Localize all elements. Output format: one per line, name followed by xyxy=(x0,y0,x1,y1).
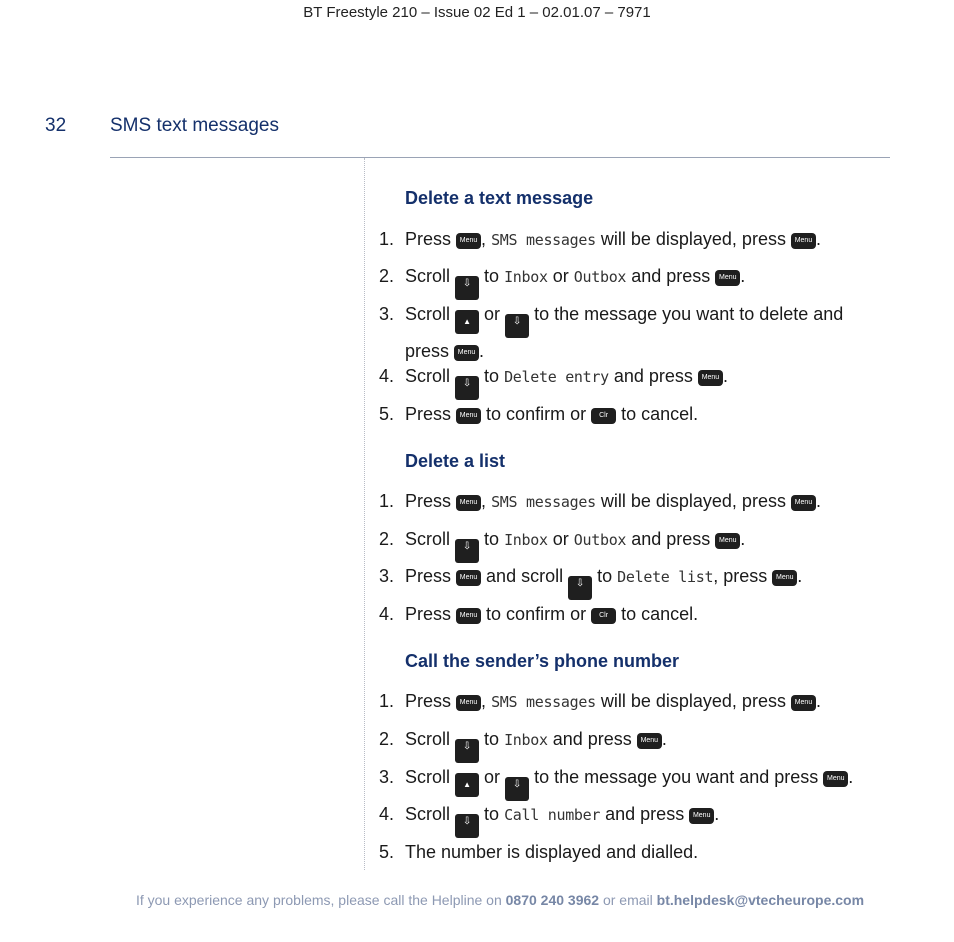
menu-key-icon: Menu xyxy=(791,495,816,511)
step-number: 2. xyxy=(379,529,395,549)
menu-key-icon: Menu xyxy=(456,608,481,624)
step-4 xyxy=(379,363,899,400)
step-text: will be displayed, press xyxy=(600,229,786,249)
step-text: will be displayed, press xyxy=(600,491,786,511)
step-number: 4. xyxy=(379,366,395,386)
step-text: . xyxy=(848,767,854,787)
step-2 xyxy=(379,526,899,563)
step-number: 1. xyxy=(379,691,395,711)
display-text: Outbox xyxy=(573,268,627,286)
step-number: 5. xyxy=(379,404,395,424)
scroll-down-key-icon: ⇩ xyxy=(568,576,592,600)
step-text: Press xyxy=(405,566,452,586)
scroll-down-key-icon: ⇩ xyxy=(505,777,529,801)
document-id-header: BT Freestyle 210 – Issue 02 Ed 1 – 02.01.07 – 7971 xyxy=(303,4,651,21)
step-text: and press xyxy=(631,529,711,549)
step-text: . xyxy=(740,266,746,286)
step-2 xyxy=(379,726,899,763)
step-text: to the message you want and press xyxy=(534,767,819,787)
step-text: Scroll xyxy=(405,304,451,324)
step-text: , xyxy=(481,691,487,711)
step-4 xyxy=(379,801,899,838)
step-text: , press xyxy=(713,566,768,586)
step-text: to xyxy=(484,529,500,549)
helpline-phone: 0870 240 3962 xyxy=(505,892,600,908)
scroll-up-key-icon: ▲ xyxy=(455,773,479,797)
section-heading: Call the sender’s phone number xyxy=(405,651,680,671)
step-number: 4. xyxy=(379,804,395,824)
section-heading: Delete a text message xyxy=(405,188,594,208)
step-number: 3. xyxy=(379,304,395,324)
display-text: Inbox xyxy=(504,731,548,749)
menu-key-icon: Menu xyxy=(456,695,481,711)
step-text: . xyxy=(661,729,667,749)
step-text: to confirm or xyxy=(486,404,587,424)
step-text: or xyxy=(552,266,569,286)
menu-key-icon: Menu xyxy=(454,345,479,361)
step-text: Press xyxy=(405,229,452,249)
step-4 xyxy=(379,601,899,627)
clear-key-icon: Clr xyxy=(591,608,616,624)
step-1 xyxy=(379,488,899,515)
step-text: to the message you want to delete and xyxy=(534,304,844,324)
step-text: The number is displayed and dialled. xyxy=(405,842,699,862)
step-text: Scroll xyxy=(405,729,451,749)
display-text: SMS messages xyxy=(491,493,596,511)
step-text: Scroll xyxy=(405,804,451,824)
step-text: or xyxy=(552,529,569,549)
column-divider xyxy=(364,158,365,870)
menu-key-icon: Menu xyxy=(715,270,740,286)
step-text: . xyxy=(722,366,728,386)
step-number: 1. xyxy=(379,491,395,511)
step-text: and press xyxy=(552,729,632,749)
step-text: Scroll xyxy=(405,266,451,286)
display-text: SMS messages xyxy=(491,231,596,249)
display-text: Delete list xyxy=(617,568,714,586)
step-3 xyxy=(379,563,899,600)
scroll-down-key-icon: ⇩ xyxy=(455,376,479,400)
step-3 xyxy=(379,764,899,801)
step-1 xyxy=(379,688,899,715)
menu-key-icon: Menu xyxy=(715,533,740,549)
display-text: SMS messages xyxy=(491,693,596,711)
step-text: . xyxy=(815,491,821,511)
menu-key-icon: Menu xyxy=(456,570,481,586)
step-number: 1. xyxy=(379,229,395,249)
helpline-footer xyxy=(0,892,954,908)
step-text: , xyxy=(481,229,487,249)
menu-key-icon: Menu xyxy=(698,370,723,386)
footer-text: or email xyxy=(602,892,653,908)
step-text: to cancel. xyxy=(621,604,699,624)
step-number: 5. xyxy=(379,842,395,862)
step-number: 2. xyxy=(379,729,395,749)
menu-key-icon: Menu xyxy=(772,570,797,586)
scroll-down-key-icon: ⇩ xyxy=(455,539,479,563)
scroll-down-key-icon: ⇩ xyxy=(455,276,479,300)
step-text: . xyxy=(815,691,821,711)
step-text: and press xyxy=(613,366,693,386)
step-text: , xyxy=(481,491,487,511)
menu-key-icon: Menu xyxy=(637,733,662,749)
step-5 xyxy=(379,839,899,865)
step-text: Scroll xyxy=(405,366,451,386)
step-text: Press xyxy=(405,491,452,511)
step-text: . xyxy=(797,566,803,586)
step-text: to xyxy=(484,729,500,749)
header-divider xyxy=(110,157,890,158)
display-text: Call number xyxy=(504,806,601,824)
menu-key-icon: Menu xyxy=(823,771,848,787)
display-text: Inbox xyxy=(504,531,548,549)
step-text: will be displayed, press xyxy=(600,691,786,711)
step-text: . xyxy=(479,341,485,361)
footer-text: If you experience any problems, please call the Helpline on xyxy=(135,892,502,908)
step-text: or xyxy=(484,304,501,324)
scroll-up-key-icon: ▲ xyxy=(455,310,479,334)
step-text: . xyxy=(740,529,746,549)
clear-key-icon: Clr xyxy=(591,408,616,424)
step-text: or xyxy=(484,767,501,787)
step-text: to xyxy=(597,566,613,586)
step-text: and scroll xyxy=(486,566,564,586)
menu-key-icon: Menu xyxy=(456,233,481,249)
step-2 xyxy=(379,263,899,300)
scroll-down-key-icon: ⇩ xyxy=(505,314,529,338)
menu-key-icon: Menu xyxy=(456,495,481,511)
step-text: to confirm or xyxy=(486,604,587,624)
menu-key-icon: Menu xyxy=(791,233,816,249)
step-5 xyxy=(379,401,899,427)
page-number: 32 xyxy=(45,115,67,136)
step-text: . xyxy=(815,229,821,249)
step-text: Scroll xyxy=(405,767,451,787)
step-number: 2. xyxy=(379,266,395,286)
step-text: press xyxy=(405,341,450,361)
step-text: Scroll xyxy=(405,529,451,549)
step-text: . xyxy=(714,804,720,824)
step-number: 3. xyxy=(379,767,395,787)
step-text: and press xyxy=(631,266,711,286)
scroll-down-key-icon: ⇩ xyxy=(455,739,479,763)
step-text: to xyxy=(484,366,500,386)
step-text: to xyxy=(484,266,500,286)
step-1 xyxy=(379,226,899,253)
menu-key-icon: Menu xyxy=(456,408,481,424)
section-heading: Delete a list xyxy=(405,451,506,471)
step-text: Press xyxy=(405,404,452,424)
step-text: Press xyxy=(405,604,452,624)
step-text: and press xyxy=(605,804,685,824)
scroll-down-key-icon: ⇩ xyxy=(455,814,479,838)
helpdesk-email: bt.helpdesk@vtecheurope.com xyxy=(656,892,865,908)
page-title: SMS text messages xyxy=(110,115,279,136)
step-3 xyxy=(379,301,899,364)
display-text: Inbox xyxy=(504,268,548,286)
menu-key-icon: Menu xyxy=(689,808,714,824)
step-number: 3. xyxy=(379,566,395,586)
step-text: to cancel. xyxy=(621,404,699,424)
menu-key-icon: Menu xyxy=(791,695,816,711)
display-text: Delete entry xyxy=(504,368,609,386)
display-text: Outbox xyxy=(573,531,627,549)
step-text: Press xyxy=(405,691,452,711)
step-text: to xyxy=(484,804,500,824)
step-number: 4. xyxy=(379,604,395,624)
